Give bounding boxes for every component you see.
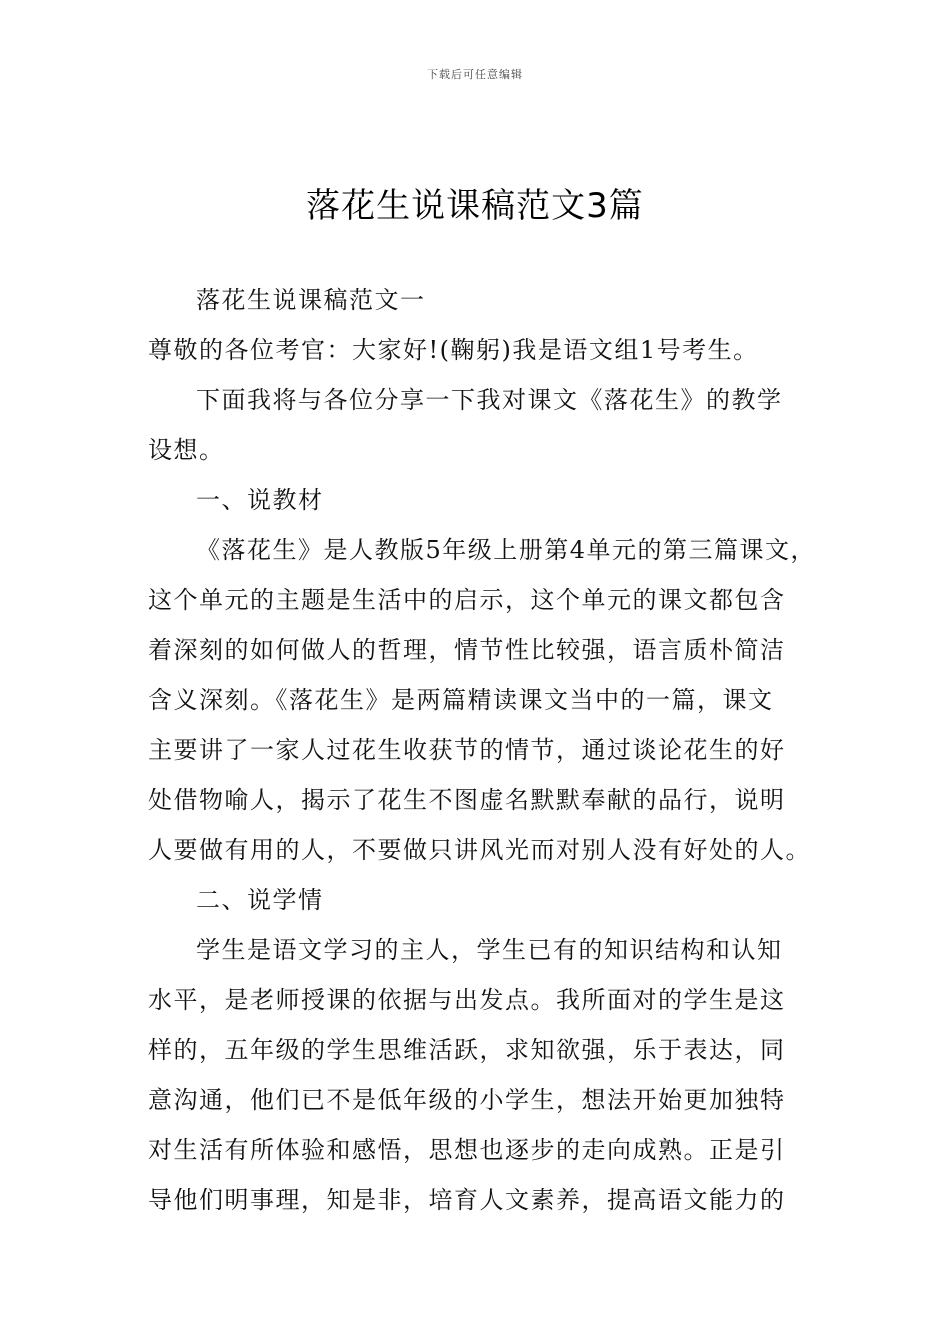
paragraph-line: 尊敬的各位考官：大家好!(鞠躬)我是语文组1号考生。 (148, 336, 759, 364)
paragraph-line: 对生活有所体验和感悟，思想也逐步的走向成熟。正是引 (148, 1136, 786, 1164)
paragraph-line: 学生是语文学习的主人，学生已有的知识结构和认知 (196, 936, 783, 964)
section-heading: 落花生说课稿范文一 (196, 286, 426, 314)
paragraph-line: 主要讲了一家人过花生收获节的情节，通过谈论花生的好 (148, 736, 786, 764)
paragraph-line: 人要做有用的人，不要做只讲风光而对别人没有好处的人。 (148, 836, 811, 864)
paragraph-line: 下面我将与各位分享一下我对课文《落花生》的教学 (196, 386, 783, 414)
paragraph-line: 水平，是老师授课的依据与出发点。我所面对的学生是这 (148, 986, 786, 1014)
section-heading: 二、说学情 (196, 886, 324, 914)
paragraph-line: 样的，五年级的学生思维活跃，求知欲强，乐于表达，同 (148, 1036, 786, 1064)
section-heading: 一、说教材 (196, 486, 324, 514)
paragraph-line: 处借物喻人，揭示了花生不图虚名默默奉献的品行，说明 (148, 786, 786, 814)
paragraph-line: 意沟通，他们已不是低年级的小学生，想法开始更加独特 (148, 1086, 786, 1114)
paragraph-line: 《落花生》是人教版5年级上册第4单元的第三篇课文， (196, 536, 817, 564)
header-note: 下载后可任意编辑 (427, 68, 523, 81)
paragraph-line: 设想。 (148, 436, 225, 464)
document-title: 落花生说课稿范文3篇 (306, 186, 644, 226)
paragraph-line: 含义深刻。《落花生》是两篇精读课文当中的一篇，课文 (148, 686, 774, 714)
paragraph-line: 着深刻的如何做人的哲理，情节性比较强，语言质朴简洁 (148, 636, 786, 664)
paragraph-line: 这个单元的主题是生活中的启示，这个单元的课文都包含 (148, 586, 786, 614)
paragraph-line: 导他们明事理，知是非，培育人文素养，提高语文能力的 (148, 1186, 786, 1214)
